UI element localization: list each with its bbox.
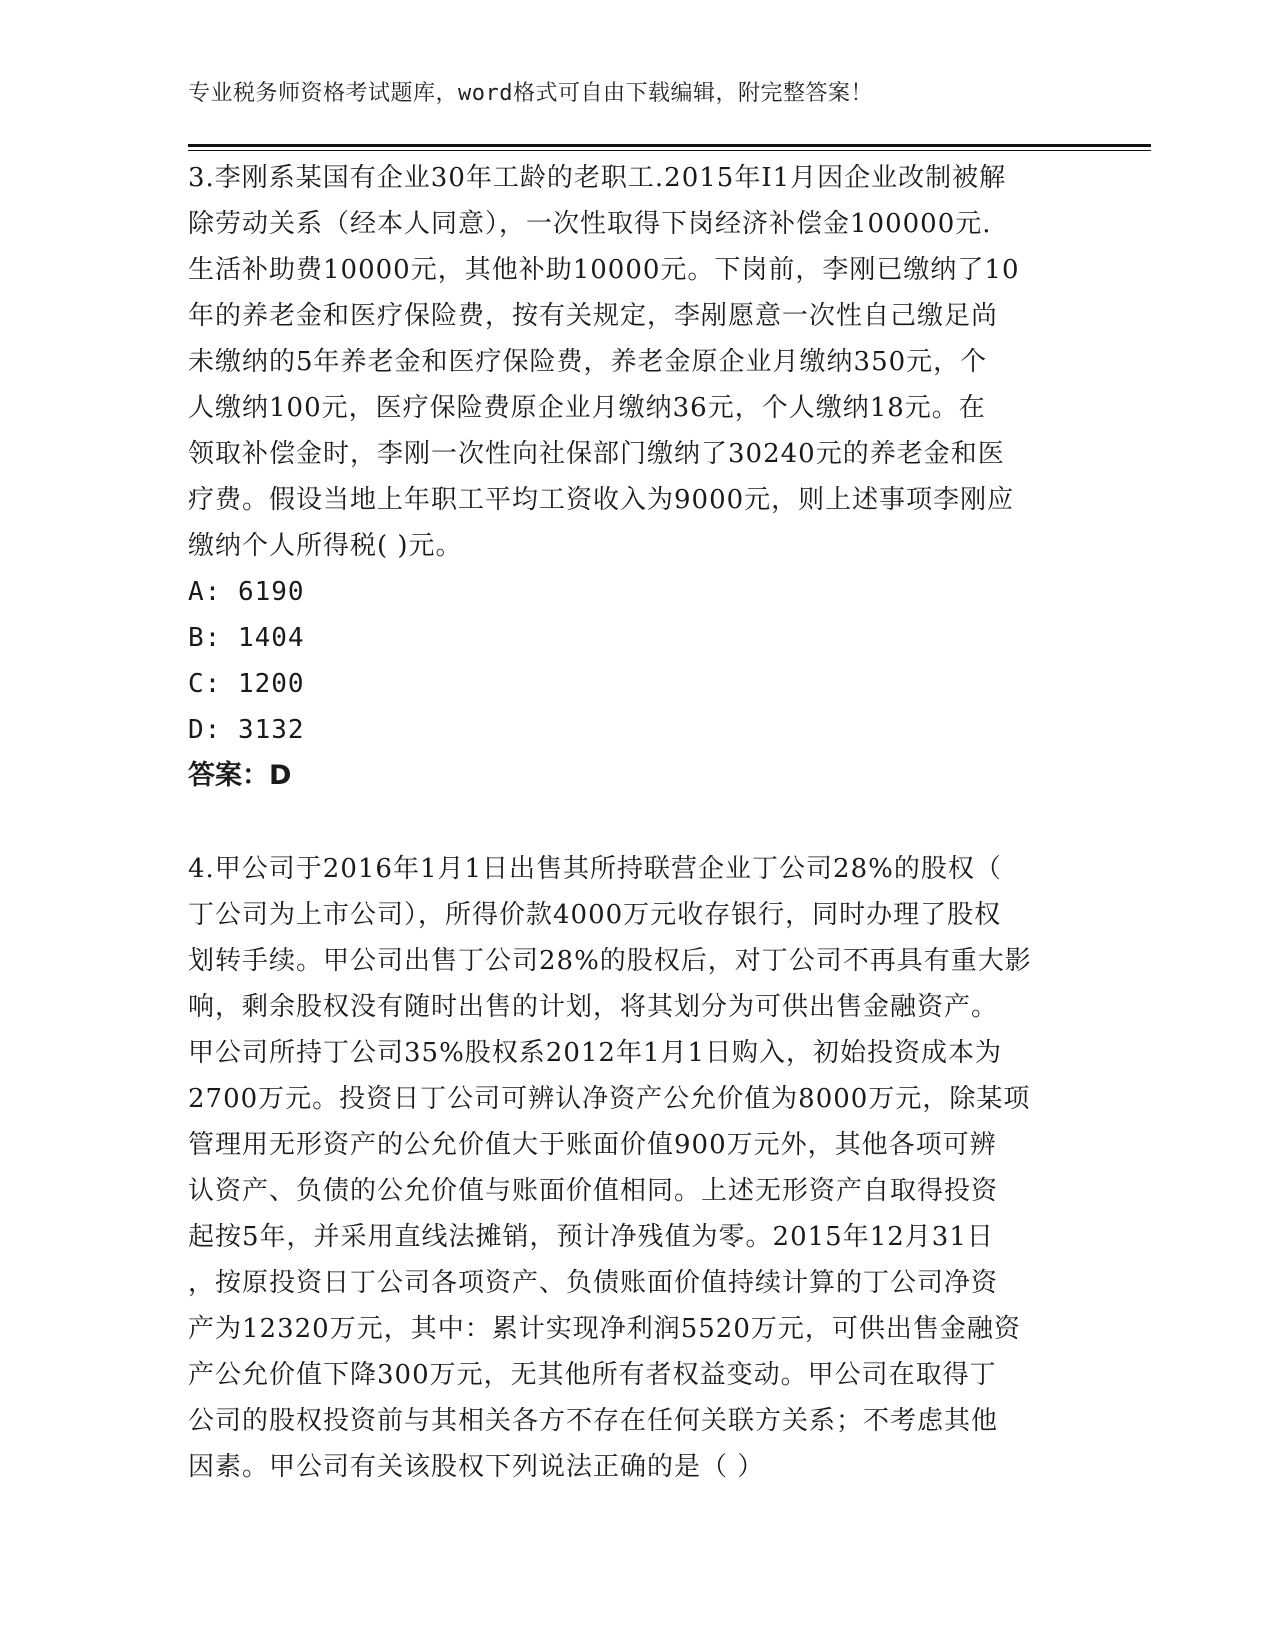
question-4-line: ，按原投资日丁公司各项资产、负债账面价值持续计算的丁公司净资 xyxy=(188,1268,999,1298)
question-4-line: 因素。甲公司有关该股权下列说法正确的是（ ） xyxy=(188,1452,765,1482)
question-4-line: 产为12320万元，其中：累计实现净利润5520万元，可供出售金融资 xyxy=(188,1314,1021,1344)
question-4-line: 公司的股权投资前与其相关各方不存在任何关联方关系；不考虑其他 xyxy=(188,1406,999,1436)
question-3 xyxy=(188,155,1088,799)
header-rule-thin xyxy=(188,150,1151,151)
question-3-line: 缴纳个人所得税( )元。 xyxy=(188,531,463,561)
question-3-line: 未缴纳的5年养老金和医疗保险费，养老金原企业月缴纳350元，个 xyxy=(188,347,988,377)
question-4-line: 划转手续。甲公司出售丁公司28%的股权后，对丁公司不再具有重大影 xyxy=(188,946,1032,976)
question-3-line: 年的养老金和医疗保险费，按有关规定，李剐愿意一次性自己缴足尚 xyxy=(188,301,999,331)
question-content xyxy=(188,155,1088,1490)
question-3-line: 领取补偿金时，李刚一次性向社保部门缴纳了30240元的养老金和医 xyxy=(188,439,1005,469)
option-b: B: 1404 xyxy=(188,623,305,653)
question-4-line: 起按5年，并采用直线法摊销，预计净残值为零。2015年12月31日 xyxy=(188,1222,994,1252)
question-4-line: 管理用无形资产的公允价值大于账面价值900万元外，其他各项可辨 xyxy=(188,1130,997,1160)
question-3-line: 疗费。假设当地上年职工平均工资收入为9000元，则上述事项李刚应 xyxy=(188,485,1015,515)
question-3-line: 除劳动关系（经本人同意），一次性取得下岗经济补偿金100000元. xyxy=(188,209,992,239)
question-4-line: 响，剩余股权没有随时出售的计划，将其划分为可供出售金融资产。 xyxy=(188,992,999,1022)
question-4-line: 产公允价值下降300万元，无其他所有者权益变动。甲公司在取得丁 xyxy=(188,1360,997,1390)
question-4-line: 丁公司为上市公司），所得价款4000万元收存银行，同时办理了股权 xyxy=(188,900,1002,930)
question-4-line: 4.甲公司于2016年1月1日出售其所持联营企业丁公司28%的股权（ xyxy=(188,854,1002,884)
question-3-line: 人缴纳100元，医疗保险费原企业月缴纳36元，个人缴纳18元。在 xyxy=(188,393,986,423)
option-d: D: 3132 xyxy=(188,715,305,745)
question-4-line: 甲公司所持丁公司35%股权系2012年1月1日购入，初始投资成本为 xyxy=(188,1038,1003,1068)
question-4-line: 2700万元。投资日丁公司可辨认净资产公允价值为8000万元，除某项 xyxy=(188,1084,1031,1114)
question-3-line: 3.李刚系某国有企业30年工龄的老职工.2015年I1月因企业改制被解 xyxy=(188,163,1007,193)
page-header: 专业税务师资格考试题库，word格式可自由下载编辑，附完整答案！ xyxy=(188,81,873,106)
question-spacer xyxy=(188,799,1088,846)
answer-line: 答案：D xyxy=(188,760,292,791)
question-4-line: 认资产、负债的公允价值与账面价值相同。上述无形资产自取得投资 xyxy=(188,1176,999,1206)
question-4 xyxy=(188,846,1088,1490)
header-rule-thick xyxy=(188,144,1151,147)
option-a: A: 6190 xyxy=(188,577,305,607)
question-3-line: 生活补助费10000元，其他补助10000元。下岗前，李刚已缴纳了10 xyxy=(188,255,1020,285)
option-c: C: 1200 xyxy=(188,669,305,699)
